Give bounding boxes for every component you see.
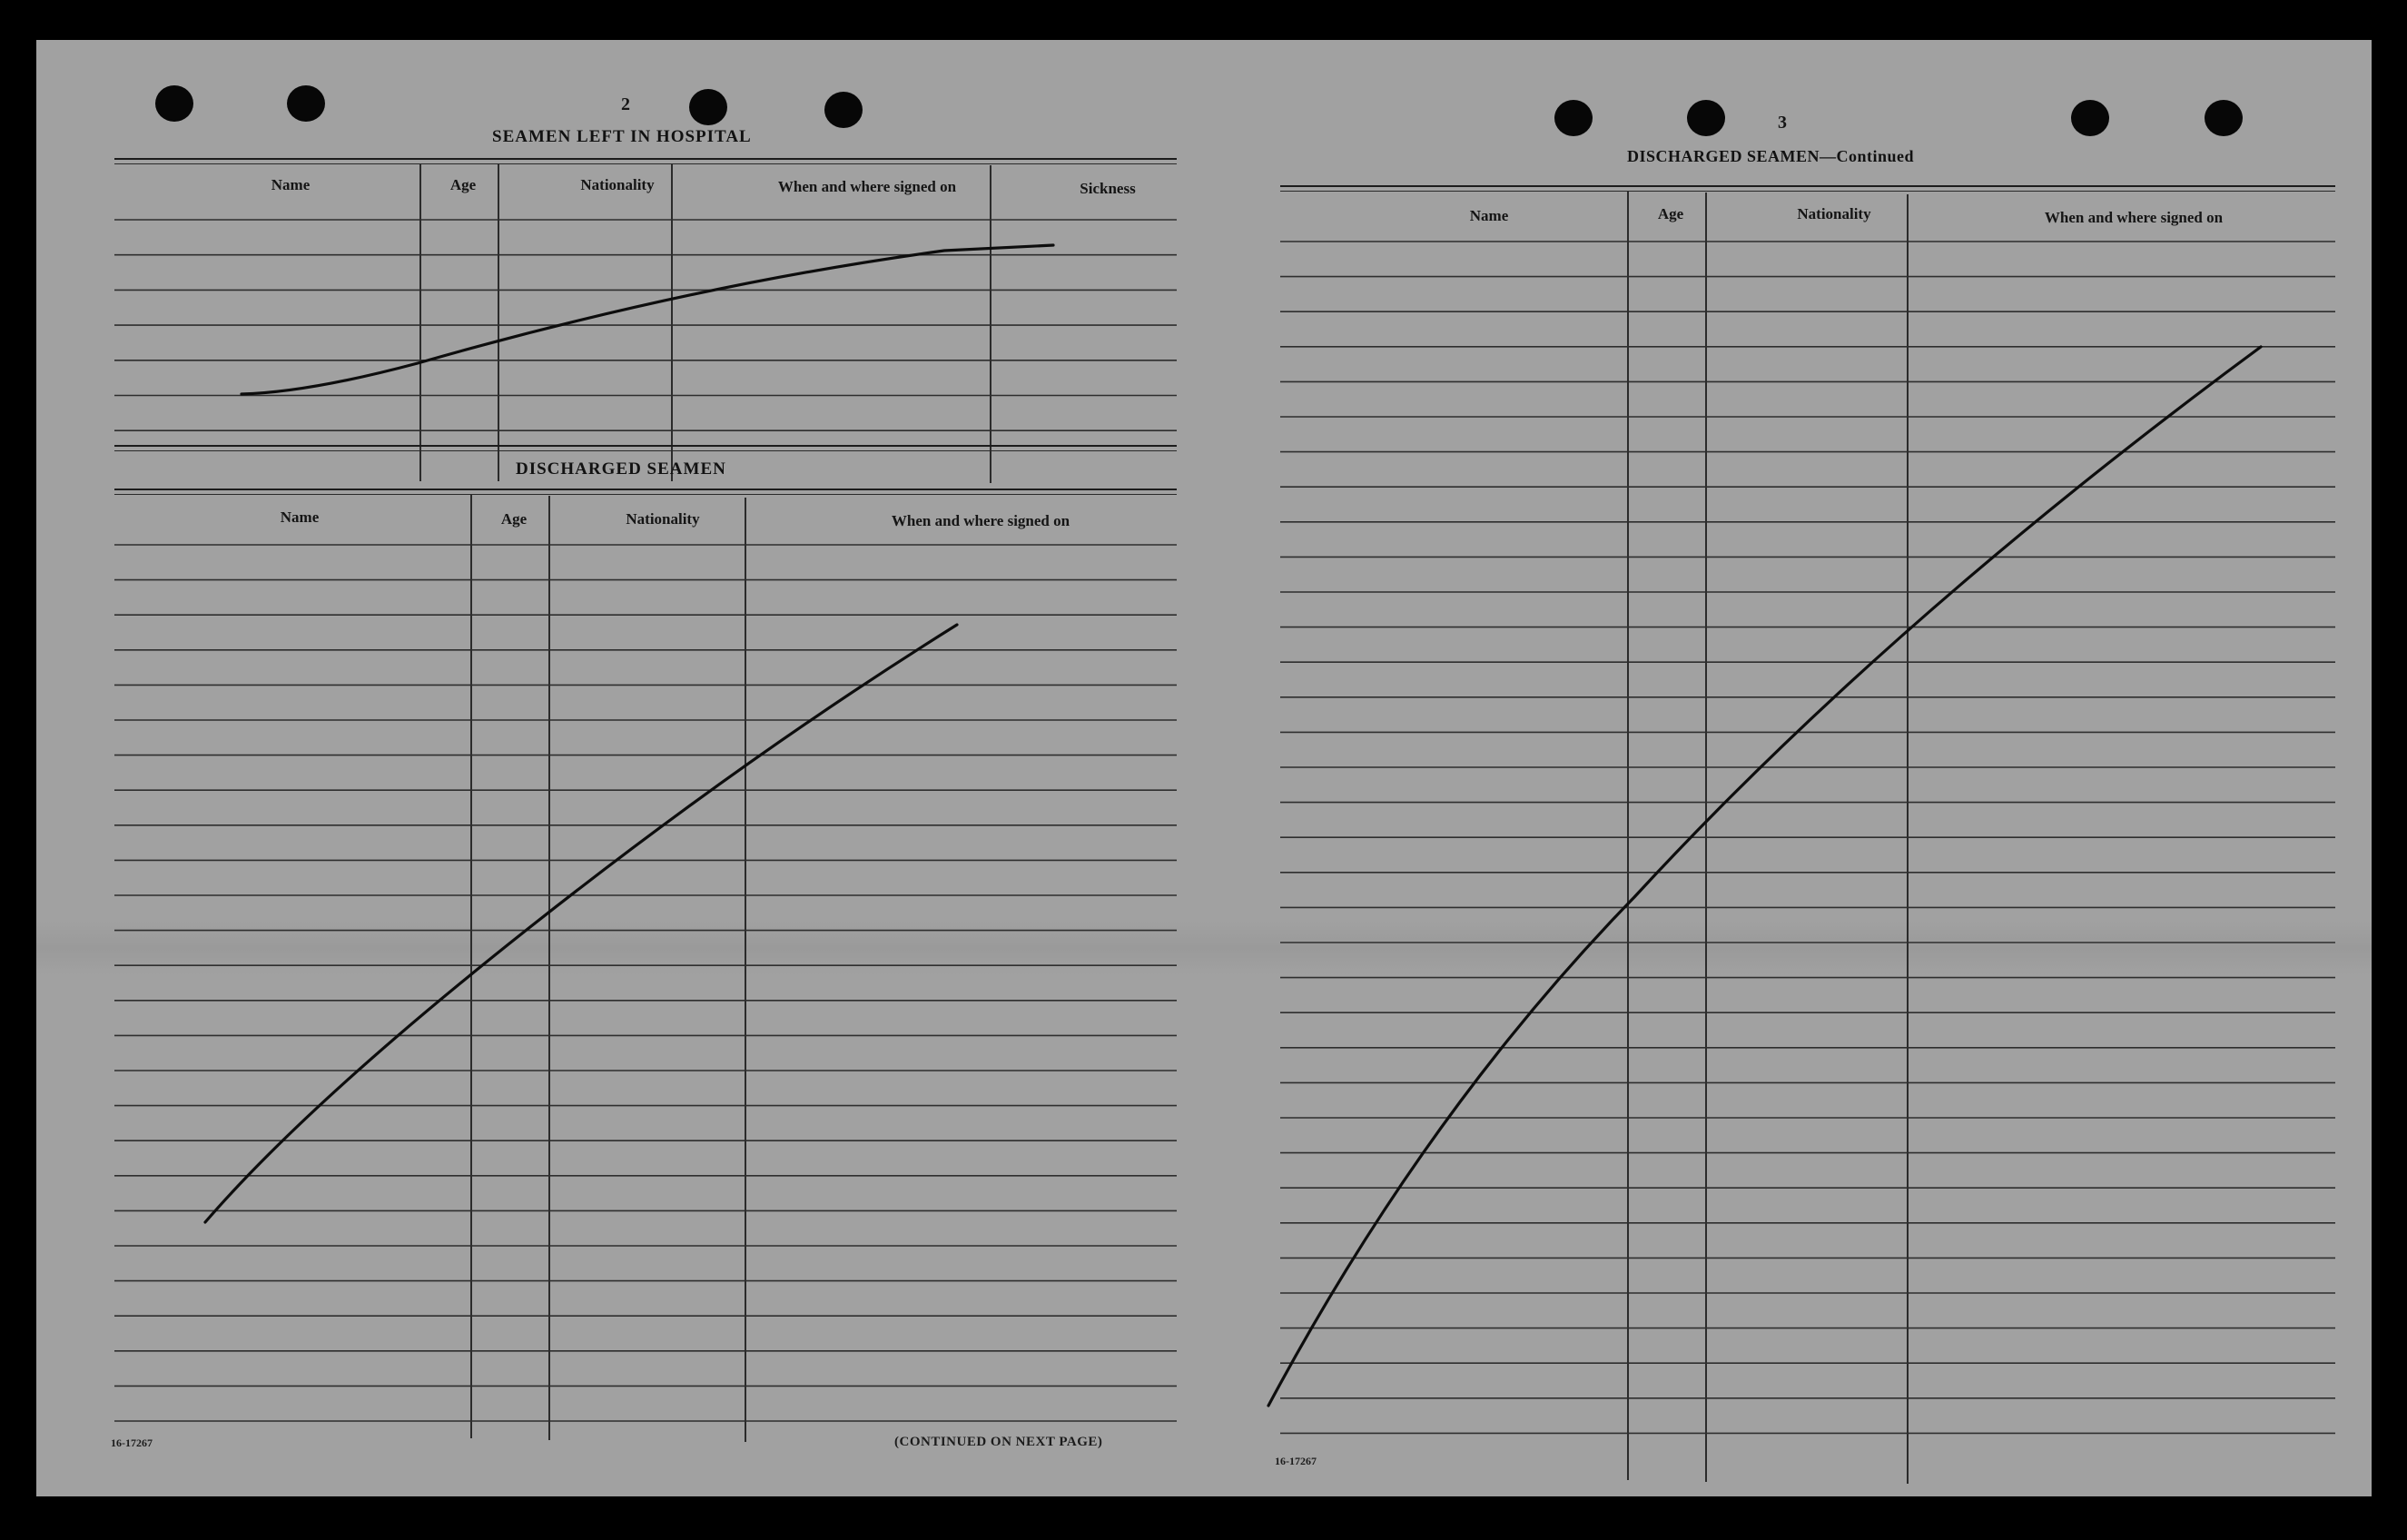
column-header-sickness: Sickness <box>1080 180 1136 197</box>
section-title-discharged: DISCHARGED SEAMEN <box>516 459 726 479</box>
column-header-age: Age <box>1657 205 1684 222</box>
cancel-stroke-discharged-continued <box>1268 347 2261 1406</box>
cancel-stroke-hospital <box>242 245 1053 394</box>
continued-note: (CONTINUED ON NEXT PAGE) <box>894 1435 1103 1449</box>
form-number: 16-17267 <box>1275 1455 1317 1467</box>
column-header-age: Age <box>500 510 528 528</box>
form-number: 16-17267 <box>111 1436 153 1449</box>
cancel-stroke-discharged <box>205 625 957 1222</box>
ledger-sheet <box>36 40 2372 1496</box>
column-header-nationality: Nationality <box>580 176 655 193</box>
discharged-row-lines <box>114 545 1177 1421</box>
ruled-lines-and-strikethroughs <box>36 40 2372 1496</box>
discharged-continued-row-lines <box>1280 242 2335 1433</box>
section-title-hospital: SEAMEN LEFT IN HOSPITAL <box>492 127 752 146</box>
page-number: 3 <box>1778 113 1787 133</box>
column-header-signed-on: When and where signed on <box>2044 209 2224 226</box>
column-header-name: Name <box>280 508 320 526</box>
column-header-name: Name <box>1469 207 1509 224</box>
column-header-name: Name <box>271 176 311 193</box>
column-header-nationality: Nationality <box>626 510 700 528</box>
column-header-nationality: Nationality <box>1797 205 1871 222</box>
column-header-age: Age <box>449 176 477 193</box>
column-header-signed-on: When and where signed on <box>891 512 1070 529</box>
page-number: 2 <box>621 94 630 114</box>
column-header-signed-on: When and where signed on <box>777 178 957 195</box>
section-title-discharged-continued: DISCHARGED SEAMEN—Continued <box>1627 147 1915 165</box>
hospital-row-lines <box>114 220 1177 430</box>
